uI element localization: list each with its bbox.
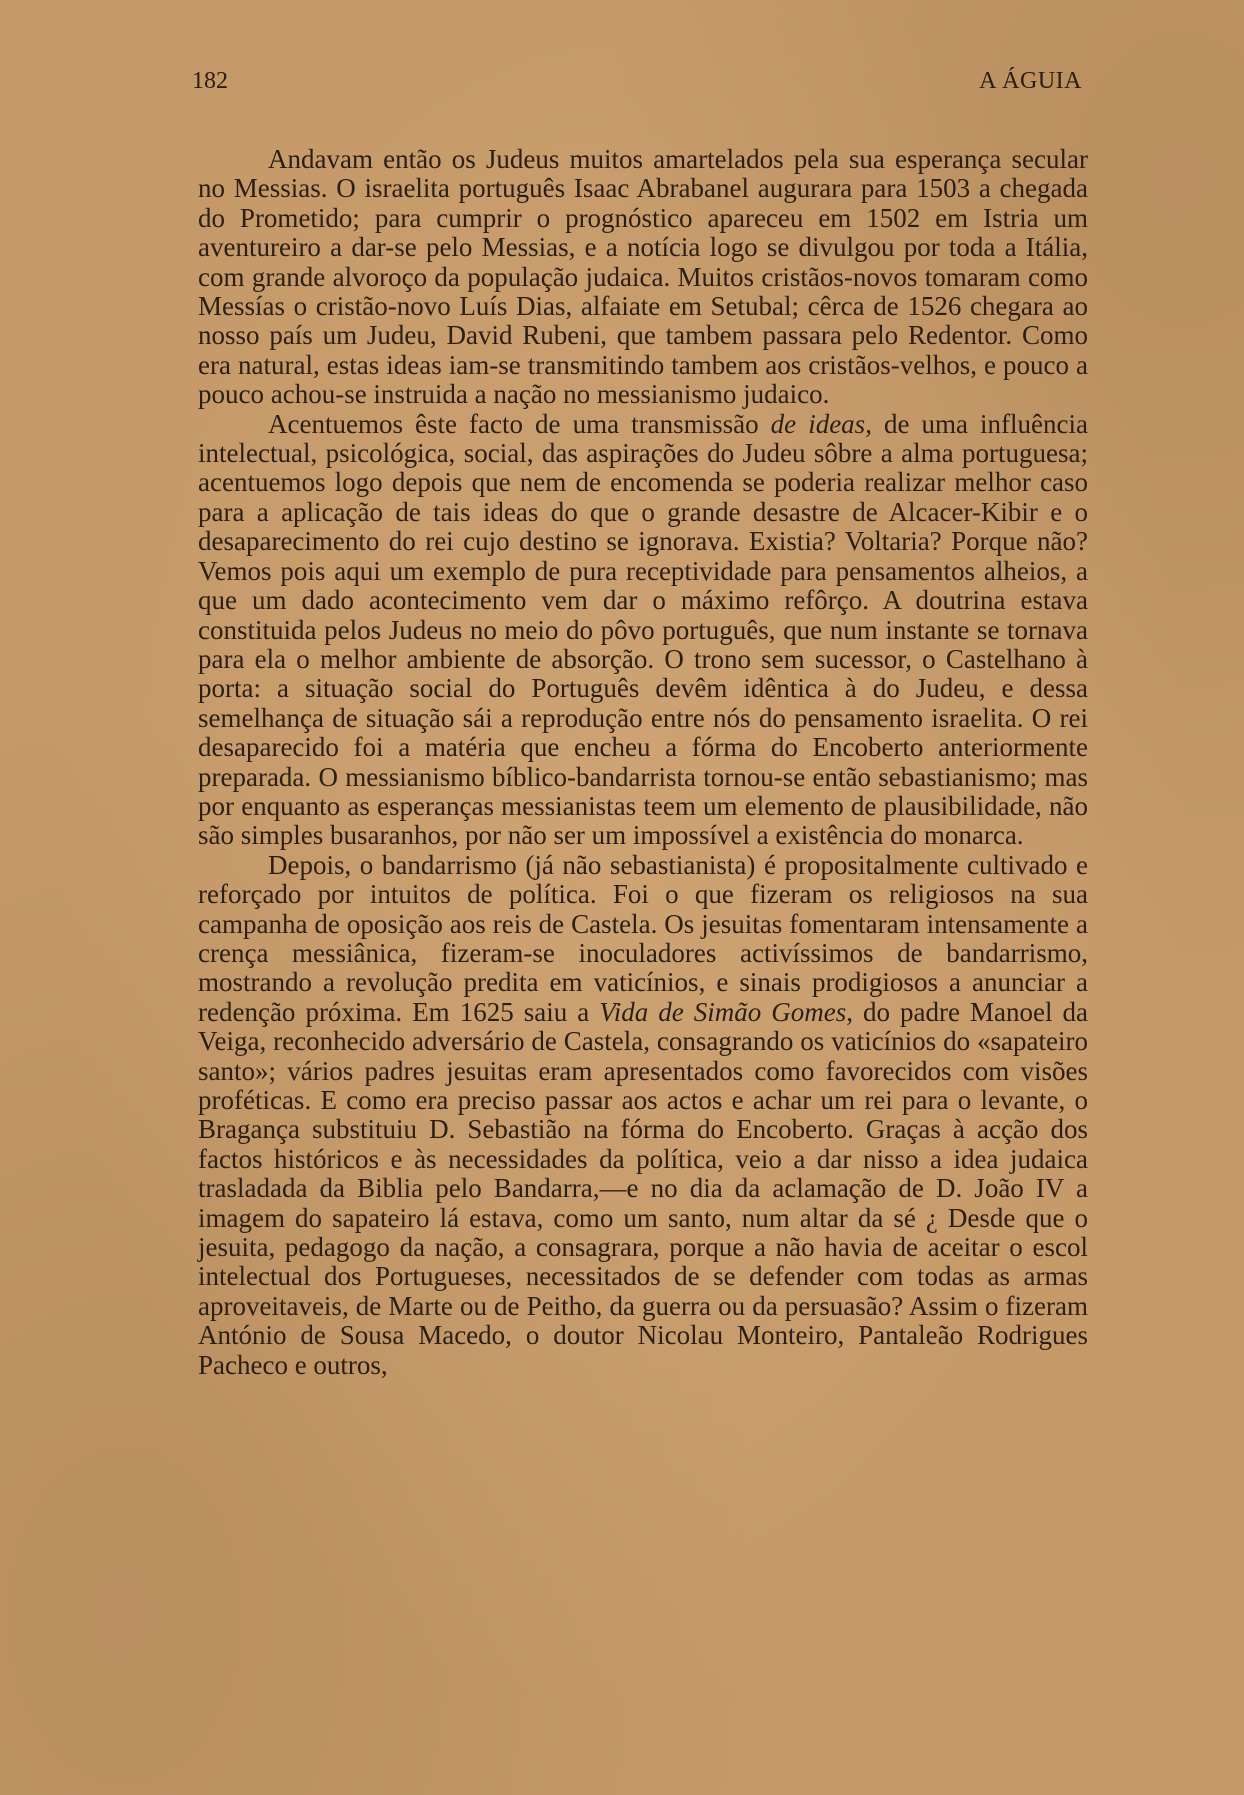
paragraph-text: Depois, o bandarrismo (já não sebastianista) é propositalmente cultivado e reforçado por intuitos de política. Foi o que fizeram os religiosos na sua campanha de oposição aos reis de Castela. Os jesuitas fomentaram intensamente a crença messiânica, fizeram-se inoculadores activíssimos de bandarrismo, mostrando a revolução predita em vaticínios, e sinais prodigiosos a anunciar a redenção próxima. Em 1625 saiu a	[198, 849, 1088, 1027]
paragraph-3	[198, 851, 1088, 1380]
page-number: 182	[192, 68, 228, 94]
running-title: A ÁGUIA	[979, 68, 1082, 94]
paragraph-text: , do padre Manoel da Veiga, reconhecido adversário de Castela, consagrando os vaticínios do «sapateiro santo»; vários padres jesuitas eram apresentados como favorecidos com visões proféticas. E como era preciso passar aos actos e achar um rei para o levante, o Bragança substituiu D. Sebastião na fórma do Encoberto. Graças à acção dos factos históricos e às necessidades da política, veio a dar nisso a idea judaica trasladada da Biblia pelo Bandarra,—e no dia da aclamação de D. João IV a imagem do sapateiro lá estava, como um santo, num altar da sé ¿ Desde que o jesuita, pedagogo da nação, a consagrara, porque a não havia de aceitar o escol intelectual dos Portugueses, necessitados de se defender com todas as armas aproveitaveis, de Marte ou de Peitho, da guerra ou da persuasão? Assim o fizeram António de Sousa Macedo, o doutor Nicolau Monteiro, Pantaleão Rodrigues Pacheco e outros,	[198, 996, 1088, 1380]
italic-book-title: Vida de Simão Gomes	[599, 996, 847, 1027]
paragraph-text: Acentuemos êste facto de uma transmissão	[268, 408, 771, 439]
paragraph-2	[198, 410, 1088, 851]
page-header	[192, 68, 1082, 102]
paragraph-1	[198, 145, 1088, 410]
paragraph-text: , de uma influência intelectual, psicológica, social, das aspirações do Judeu sôbre a alma portuguesa; acentuemos logo depois que nem de encomenda se poderia realizar melhor caso para a aplicação de tais ideas do que o grande desastre de Alcacer-Kibir e o desaparecimento do rei cujo destino se ignorava. Existia? Voltaria? Porque não? Vemos pois aqui um exemplo de pura receptividade para pensamentos alheios, a que um dado acontecimento vem dar o máximo refôrço. A doutrina estava constituida pelos Judeus no meio do pôvo português, que num instante se tornava para ela o melhor ambiente de absorção. O trono sem sucessor, o Castelhano à porta: a situação social do Português devêm idêntica à do Judeu, e dessa semelhança de situação sái a reprodução entre nós do pensamento israelita. O rei desaparecido foi a matéria que encheu a fórma do Encoberto anteriormente preparada. O messianismo bíblico-bandarrista tornou-se então sebastianismo; mas por enquanto as esperanças messianistas teem um elemento de plausibilidade, não são simples busaranhos, por não ser um impossível a existência do monarca.	[198, 408, 1088, 851]
body-text	[198, 145, 1088, 1380]
paragraph-text: Andavam então os Judeus muitos amartelados pela sua esperança secular no Messias. O israelita português Isaac Abrabanel augurara para 1503 a chegada do Prometido; para cumprir o prognóstico apareceu em 1502 em Istria um aventureiro a dar-se pelo Messias, e a notícia logo se divulgou por toda a Itália, com grande alvoroço da população judaica. Muitos cristãos-novos tomaram como Messías o cristão-novo Luís Dias, alfaiate em Setubal; cêrca de 1526 chegara ao nosso país um Judeu, David Rubeni, que tambem passara pelo Redentor. Como era natural, estas ideas iam-se transmitindo tambem aos cristãos-velhos, e pouco a pouco achou-se instruida a nação no messianismo judaico.	[198, 144, 1088, 410]
italic-phrase: de ideas	[770, 408, 866, 439]
